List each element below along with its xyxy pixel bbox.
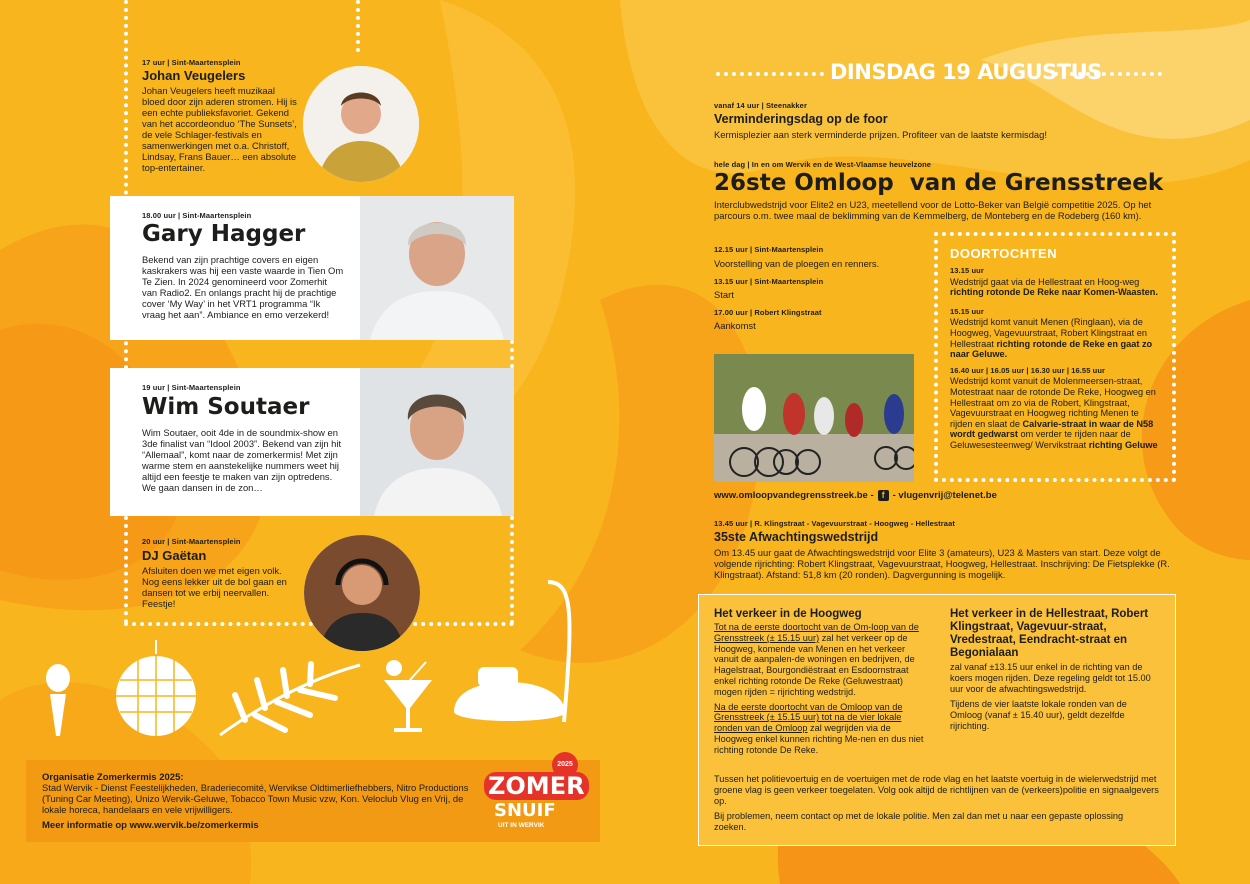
johan-text: Johan Veugelers heeft muzikaal bloed door zijn aderen stromen. Hij is een echte publieksfavoriet. Gekend van het accordeonduo ‘The Sunsets’, de vele Schlager-festivals en samenwerkingen met o.a. Christoff, Lindsay, Frans Bauer… een absolute top-entertainer.: [142, 85, 297, 173]
omloop-meta: hele dag | In en om Wervik en de West-Vlaamse heuvelzone: [714, 160, 932, 169]
logo-zomer: ZOMER: [484, 772, 589, 800]
gary-photo: [360, 196, 514, 340]
verkeer-text-3: zal vanaf ±13.15 uur enkel in de richting van de koers mogen rijden. Deze regeling geldt tot 15.00 uur voor de afwachtingswedstrijd.: [950, 662, 1151, 694]
dotted-line: [356, 0, 360, 52]
johan-photo: [303, 66, 419, 182]
sched-text-3: Aankomst: [714, 320, 756, 331]
verkeer-text-1u: Tot na de eerste doortocht van de Om-loop van de Grensstreek (± 15.15 uur): [714, 622, 919, 643]
logo-badge: 2025: [552, 752, 578, 778]
logo-subtitle: UIT IN WERVIK: [498, 822, 545, 829]
sched-text-1: Voorstelling van de ploegen en renners.: [714, 258, 880, 269]
afw-meta: 13.45 uur | R. Klingstraat - Vagevuurstraat - Hoogweg - Hellestraat: [714, 519, 955, 528]
verkeer-text-2u: Na de eerste doortocht van de Omloop van de Grensstreek (± 15.15 uur) tot na de vier lokale ronden van de Omloop: [714, 701, 903, 734]
disco-ball-icon: [104, 640, 208, 744]
foor-text: Kermisplezier aan sterk verminderde prijzen. Profiteer van de laatste kermisdag!: [714, 129, 1047, 140]
door-text-2b: richting rotonde de Reke en gaat zo naar Geluwe.: [950, 338, 1153, 360]
organisation-text: Stad Wervik - Dienst Feestelijkheden, Braderiecomité, Wervikse Oldtimerliefhebbers, Nitro Productions (Tuning Car Meeting), Unizo Wervik-Geluwe, Tobacco Town Music vzw, Kon. Veloclub Vlug en Vrij, de lokale horeca, handelaars en vele vrijwilligers.: [42, 782, 469, 815]
dotted-line: [510, 340, 514, 368]
dj-name: DJ Gaëtan: [142, 548, 207, 563]
cocktail-icon: [380, 658, 436, 738]
website-link[interactable]: www.omloopvandegrensstreek.be -: [714, 490, 874, 501]
door-text-3d: richting Geluwe: [1088, 439, 1158, 450]
verkeer-col-2: [950, 608, 1160, 732]
sched-meta-1: 12.15 uur | Sint-Maartensplein: [714, 245, 824, 254]
door-text-1b: richting rotonde De Reke naar Komen-Waasten.: [950, 287, 1158, 298]
verkeer-text-2r: zal wegrijden via de Hoogweg enkel kunnen richting Me-nen en dus niet richting rotonde De Reke.: [714, 723, 924, 755]
gary-text: Bekend van zijn prachtige covers en eigen kaskrakers was hij een vaste waarde in Tien Om Te Zien. In 2024 genomineerd voor Zomerhit van Radio2. En onlangs pracht hij de prachtige cover ‘My Way’ in het VRT1 programma “Ik vraag het aan”. Ambiance en emo verzekerd!: [142, 254, 344, 320]
afw-title: 35ste Afwachtingswedstrijd: [714, 530, 879, 544]
omloop-title: 26ste Omloop van de Grensstreek: [714, 170, 1164, 196]
gary-meta: 18.00 uur | Sint-Maartensplein: [142, 211, 252, 220]
door-text-3b: Calvarie-straat in waar de N58 wordt gedwarst: [950, 418, 1154, 440]
dotted-line: [1054, 72, 1162, 76]
door-text-3a: Wedstrijd komt vanuit de Molenmeersen-straat, Motestraat naar de rotonde De Reke, Hoogweg en Hellestraat om zo via de Robert, Klingstraat, Vagevuurstraat en Hoogweg richting Menen te rijden en slaat de: [950, 376, 1156, 429]
dj-meta: 20 uur | Sint-Maartensplein: [142, 537, 241, 546]
zomersnuif-logo: [476, 752, 586, 836]
sched-meta-3: 17.00 uur | Robert Klingstraat: [714, 308, 822, 317]
dj-text: Afsluiten doen we met eigen volk. Nog eens lekker uit de bol gaan en dansen tot we erbij neervallen. Feestje!: [142, 565, 287, 609]
sched-meta-2: 13.15 uur | Sint-Maartensplein: [714, 277, 824, 286]
microphone-icon: [40, 660, 76, 740]
verkeer-text-6: Bij problemen, neem contact op met de lokale politie. Men zal dan met u naar een gepaste oplossing zoeken.: [714, 811, 1124, 832]
wim-text: Wim Soutaer, ooit 4de in de soundmix-show en 3de finalist van “Idool 2003”. Bekend van zijn hit “Allemaal”, komt naar de zomerkermis! Met zijn warme stem en aanstekelijke nummers weet hij altijd een feestje te maken van zijn optredens. We gaan dansen in de zon…: [142, 427, 342, 493]
door-text-3: [950, 376, 1162, 450]
door-text-1: [950, 277, 1162, 298]
omloop-text: Interclubwedstrijd voor Elite2 en U23, meetellend voor de Lotto-Beker van België competitie 2025. Op het parcours o.m. twee maal de beklimming van de Kemmelberg, de Monteberg en de Rodeberg (160 km).: [714, 199, 1152, 221]
wim-name: Wim Soutaer: [142, 394, 310, 420]
links-line: [714, 490, 997, 501]
facebook-icon[interactable]: f: [878, 490, 889, 501]
door-time-2: 15.15 uur: [950, 306, 984, 316]
gary-name: Gary Hagger: [142, 221, 306, 247]
verkeer-text-5: Tussen het politievoertuig en de voertuigen met de rode vlag en het laatste voertuig in de wielerwedstrijd met groene vlag is geen verkeer toegelaten. Volg ook altijd de richtlijnen van de (verkeers)politie en signaalgevers op.: [714, 774, 1159, 806]
dj-photo: [304, 535, 420, 651]
sched-text-2: Start: [714, 289, 734, 300]
door-text-2: [950, 317, 1162, 359]
door-text-2a: Wedstrijd komt vanuit Menen (Ringlaan), via de Hoogweg, Vagevuurstraat, Robert Klingstraat en Hellestraat: [950, 317, 1147, 349]
organisation-more: Meer informatie op www.wervik.be/zomerkermis: [42, 820, 259, 831]
verkeer-col-1: [714, 608, 924, 756]
verkeer-title-1: Het verkeer in de Hoogweg: [714, 608, 862, 620]
verkeer-text-1r: zal het verkeer op de Hoogweg, komende van Menen en het verkeer vanuit de aanpalen-de woningen en bedrijven, de Hagelstraat, Bourgondiëstraat en Esdoornstraat enkel richting rotonde De Reke (Geluwestraat) mogen rijden = rijrichting wedstrijd.: [714, 632, 915, 697]
foor-meta: vanaf 14 uur | Steenakker: [714, 101, 807, 110]
organisation-title: Organisatie Zomerkermis 2025:: [42, 772, 184, 783]
door-text-3c: om verder te rijden naar de Geluwesesteenweg/ Wervikstraat: [950, 429, 1131, 450]
door-time-1: 13.15 uur: [950, 266, 984, 275]
bumper-car-icon: [448, 572, 578, 732]
verkeer-text-4: Tijdens de vier laatste lokale ronden van de Omloog (vanaf ± 15.40 uur), geldt dezelfde rijrichting.: [950, 699, 1127, 731]
cyclists-photo: [714, 354, 914, 482]
logo-snuif: SNUIF: [494, 800, 556, 821]
email-link[interactable]: - vlugenvrij@telenet.be: [892, 490, 997, 501]
verkeer-text-2: [714, 702, 924, 756]
foor-title: Verminderingsdag op de foor: [714, 112, 888, 126]
day-title: DINSDAG 19 AUGUSTUS: [830, 60, 1102, 84]
afw-text: Om 13.45 uur gaat de Afwachtingswedstrijd voor Elite 3 (amateurs), U23 & Masters van start. Deze volgt de volgende rijrichting: Robert Klingstraat, Vagevuurstraat, Hoogweg, Hellestraat. Inschrijving: De Fietsplekke (R. Klingstraat). Afstand: 51,8 km (20 ronden). Dagvergunning is mogelijk.: [714, 547, 1170, 580]
door-time-3: 16.40 uur | 16.05 uur | 16.30 uur | 16.55 uur: [950, 365, 1106, 375]
palm-leaf-icon: [215, 660, 365, 740]
dotted-line: [716, 72, 824, 76]
door-text-1a: Wedstrijd gaat via de Hellestraat en Hoog-weg: [950, 276, 1140, 287]
verkeer-text-1: [714, 622, 924, 698]
wim-meta: 19 uur | Sint-Maartensplein: [142, 383, 241, 392]
johan-name: Johan Veugelers: [142, 68, 246, 83]
wim-photo: [360, 368, 514, 516]
doortochten-body: [950, 266, 1162, 451]
verkeer-title-2: Het verkeer in de Hellestraat, Robert Klingstraat, Vagevuur-straat, Vredestraat, Eendracht-straat en Begonialaan: [950, 608, 1149, 659]
johan-meta: 17 uur | Sint-Maartensplein: [142, 58, 241, 67]
doortochten-title: DOORTOCHTEN: [950, 246, 1058, 261]
